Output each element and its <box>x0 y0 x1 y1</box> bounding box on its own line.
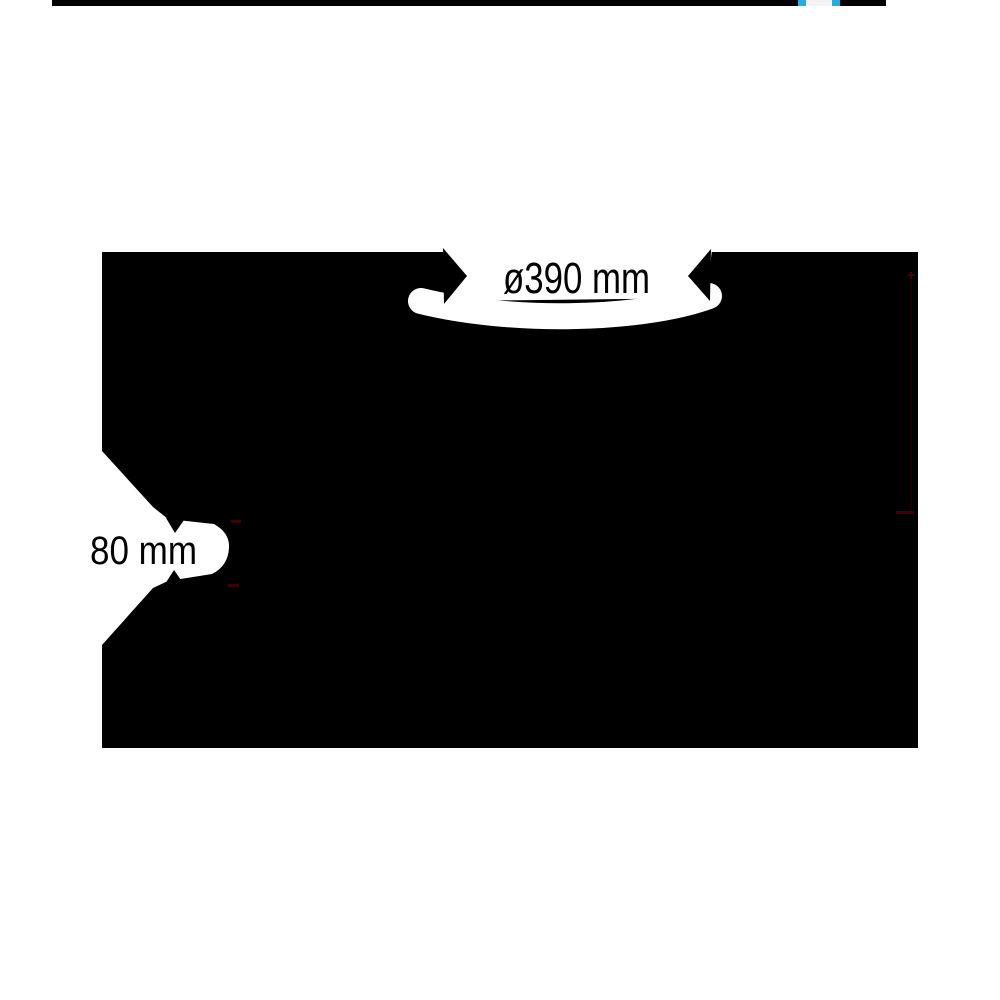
depth-tick-top <box>231 520 241 523</box>
diameter-dimension-label: ø390 mm <box>503 254 650 303</box>
right-dimension-tick <box>896 511 914 514</box>
right-dimension-line <box>910 279 912 511</box>
depth-tick-bottom <box>228 584 239 587</box>
right-dimension-cross-v <box>910 272 912 279</box>
depth-dimension-label: 80 mm <box>90 529 197 573</box>
